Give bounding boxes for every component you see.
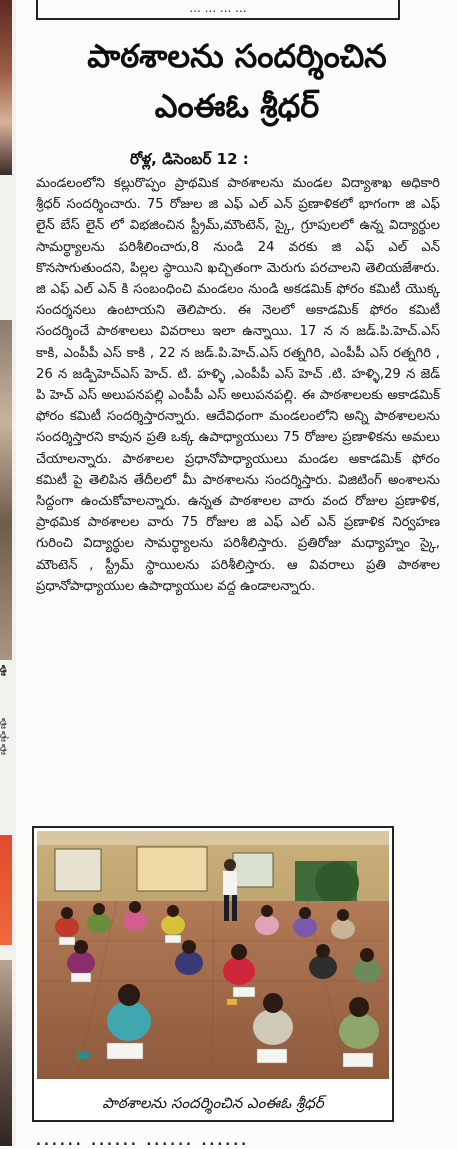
headline-line-1: పాఠశాలను సందర్శించిన [87, 37, 387, 75]
adjacent-photo-1 [0, 0, 12, 175]
adjacent-photo-2 [0, 320, 12, 660]
adjacent-text-c: డ్డి, [0, 731, 10, 741]
article-body: మండలంలోని కల్లురొప్పం ప్రాథమిక పాఠశాలను మండల విద్యాశాఖ అధికారి శ్రీధర్ సందర్శించారు. 75 రోజుల జి ఎఫ్ ఎల్ ఎన్ ప్రణాళికలో భాగంగా జి ఎఫ్ లైన్ బేస్ లైన్ లో విభజించిన స్ట్రీమ్,మౌంటెన్, స్కై, గ్రూపులలో ఉన్న విద్యార్థుల సామర్థ్యాలను పరిశీలించారు,8 నుండి 24 వరకు జి ఎఫ్ ఎల్ ఎన్ కొనసాగుతుందని, పిల్లల స్థాయిని ఖచ్చితంగా మెరుగు పరచాలని తెలియజేశారు. జి ఎఫ్ ఎల్ ఎన్ కి సంబంధించి మండలం నుండి అకడమిక్ ఫోరం కమిటీ యొక్క సందర్శనలు ఉంటాయని తెలిపారు. ఈ నెలలో అకాడమిక్ ఫోరం కమిటీ సందర్శించే పాఠశాలలు వివరాలు ఇలా ఉన్నాయి. 17 న న జడ్.పి.హెచ్.ఎస్ కాకి, ఎంపీపీ ఎస్ కాకి , 22 న జడ్.పి.హెచ్.ఎస్ రత్నగిరి, ఎంపీపీ ఎస్ రత్నగిరి , 26 న జడ్పిహెచ్ఎస్ హెచ్. టి. హళ్ళి ,ఎంపీపీ ఎస్ హెచ్ .టి. హళ్ళి,29 న జెడ్ పి హెచ్ ఎస్ అలుపనపల్లి ఎంపీపీ ఎస్ అలుపనపల్లి. ఈ పాఠశాలలకు అకాడమిక్ ఫోరం కమిటీ సందర్శిస్తారన్నారు. ఆదేవిధంగా మండలంలోని అన్ని పాఠశాలలను సందర్శిస్తారని కావున ప్రతి ఒక్క ఉపాధ్యాయులు 75 రోజుల ప్రణాళికను అమలు చేయాలన్నారు. పాఠశాలల ప్రధానోపాధ్యాయులు మండల అకాడమిక్ ఫోరం కమిటీ పై తెలిపిన తేదీలలో మీ పాఠశాలను సందర్శిస్తారు. విజిటింగ్ అంశాలను సిద్దంగా ఉంచుకోవాలన్నారు. ఉన్నత పాఠశాలల వారు వంద రోజుల ప్రణాళిక, ప్రాథమిక పాఠశాలల వారు 75 రోజుల జి ఎఫ్ ఎల్ ఎన్ ప్రణాళిక నిర్వహణ గురించి విద్యార్థుల సామర్థ్యాలను పరిశీలిస్తారు. ప్రతిరోజు మధ్యాహ్నం స్కై, మౌంటెన్ , స్ట్రీమ్ స్థాయిలను పరిశీలిస్తారు. ఆ వివరాలు ప్రతి పాఠశాల ప్రధానోపాధ్యాయుల ఉపాధ్యాయుల వద్ద ఉండాలన్నారు. [36, 176, 440, 594]
adjacent-article-strip [0, 0, 16, 1146]
classroom-photo [37, 831, 389, 1079]
next-article-headline-fragment: ...... ...... ...... ...... [36, 1134, 250, 1149]
adjacent-photo-4 [0, 960, 12, 1146]
article-photo-frame [32, 826, 394, 1122]
adjacent-text-b: డ్డి [0, 718, 7, 728]
dateline: రోళ్ల, డిసెంబర్ 12 : [130, 150, 249, 168]
adjacent-text-a: డ్డి [0, 665, 7, 675]
adjacent-text-d: డ్డి [0, 744, 7, 754]
photo-caption: పాఠశాలను సందర్శించిన ఎంఈఓ శ్రీధర్ [102, 1094, 324, 1112]
headline-line-2: ఎంఈఓ శ్రీధర్ [154, 87, 320, 125]
adjacent-photo-3 [0, 835, 12, 945]
previous-article-box: ... ... ... ... [36, 0, 400, 20]
